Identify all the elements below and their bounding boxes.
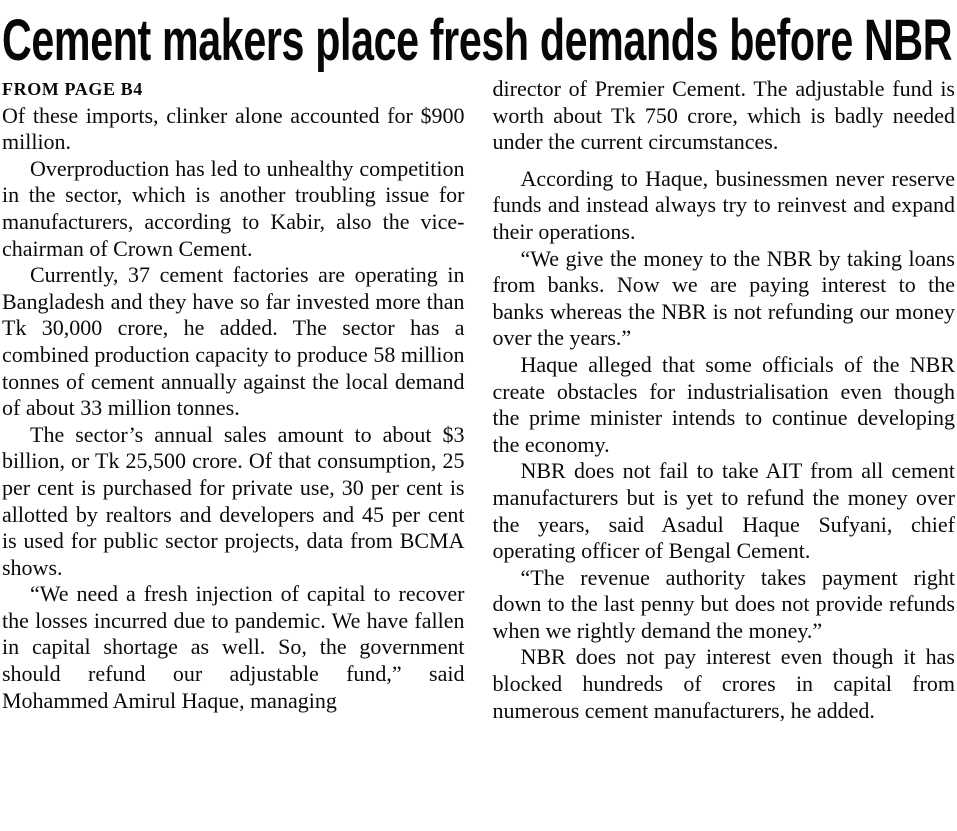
article-paragraph: Overproduction has led to unhealthy competition in the sector, which is another troubling issue for manufacturers, according to Kabir, also the vice-chairman of Crown Cement. bbox=[2, 155, 465, 261]
article-paragraph: Of these imports, clinker alone accounted for $900 million. bbox=[2, 102, 465, 155]
article-column-left-body bbox=[2, 103, 465, 715]
article-paragraph: “We give the money to the NBR by taking loans from banks. Now we are paying interest to the banks whereas the NBR is not refunding our money over the years.” bbox=[492, 245, 955, 351]
article-paragraph: Currently, 37 cement factories are operating in Bangladesh and they have so far invested more than Tk 30,000 crore, he added. The sector has a combined production capacity to produce 58 million tonnes of cement annually against the local demand of about 33 million tonnes. bbox=[2, 262, 465, 421]
article-paragraph: director of Premier Cement. The adjustable fund is worth about Tk 750 crore, which is badly needed under the current circumstances. bbox=[492, 76, 955, 155]
article-paragraph: The sector’s annual sales amount to about $3 billion, or Tk 25,500 crore. Of that consumption, 25 per cent is purchased for private use, 30 per cent is allotted by realtors and developers and 45 per cent is used for public sector projects, data from BCMA shows. bbox=[2, 421, 465, 580]
article-column-right-body bbox=[493, 76, 956, 724]
article-columns bbox=[0, 76, 957, 724]
article-paragraph: According to Haque, businessmen never reserve funds and instead always try to reinvest and expand their operations. bbox=[492, 165, 955, 244]
article-paragraph: NBR does not pay interest even though it has blocked hundreds of crores in capital from numerous cement manufacturers, he added. bbox=[492, 644, 955, 723]
article-column-right bbox=[493, 76, 956, 724]
article-paragraph: “We need a fresh injection of capital to recover the losses incurred due to pandemic. We have fallen in capital shortage as well. So, the government should refund our adjustable fund,” said Mohammed Amirul Haque, managing bbox=[2, 581, 465, 713]
article-headline-text: Cement makers place fresh demands before NBR bbox=[2, 8, 953, 73]
article-headline bbox=[2, 8, 957, 74]
article-paragraph: “The revenue authority takes payment right down to the last penny but does not provide refunds when we rightly demand the money.” bbox=[492, 564, 955, 643]
article-paragraph: Haque alleged that some officials of the NBR create obstacles for industrialisation even though the prime minister intends to continue developing the economy. bbox=[492, 351, 955, 457]
continuation-kicker: FROM PAGE B4 bbox=[2, 79, 143, 99]
article-column-left bbox=[2, 76, 465, 714]
article-paragraph: NBR does not fail to take AIT from all cement manufacturers but is yet to refund the money over the years, said Asadul Haque Sufyani, chief operating officer of Bengal Cement. bbox=[492, 458, 955, 564]
